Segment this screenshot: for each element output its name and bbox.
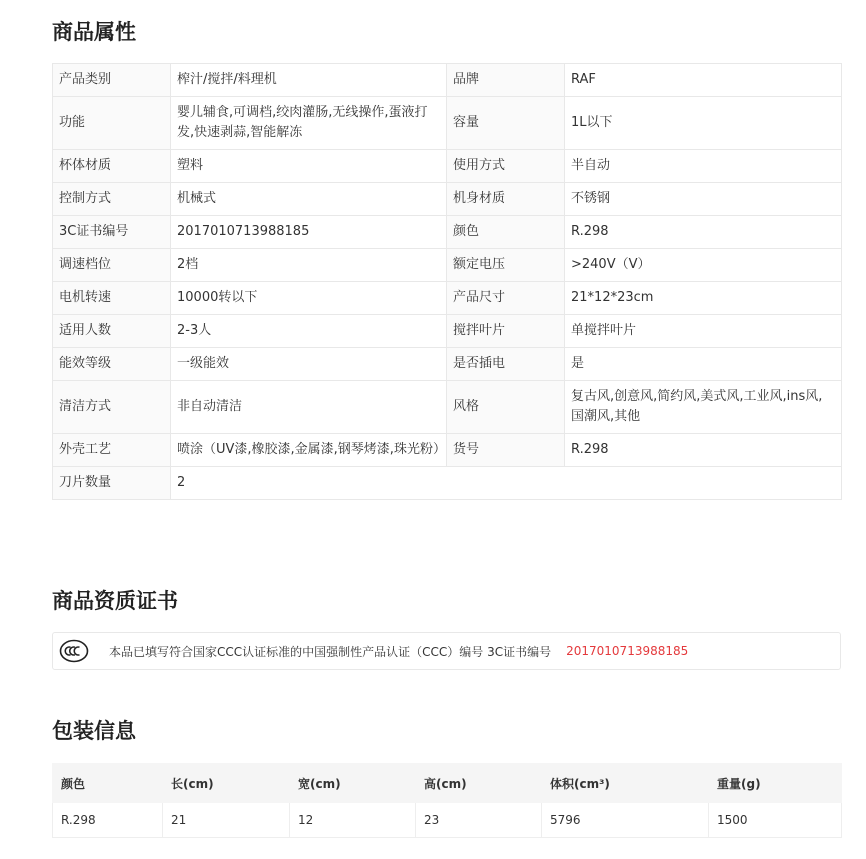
attribute-value: 21*12*23cm [565, 282, 842, 315]
attribute-key: 搅拌叶片 [447, 315, 565, 348]
attribute-key: 颜色 [447, 216, 565, 249]
attribute-value: 一级能效 [171, 348, 447, 381]
attribute-key: 额定电压 [447, 249, 565, 282]
certificate-number: 2017010713988185 [566, 644, 689, 658]
attribute-key: 货号 [447, 434, 565, 467]
attribute-value: 塑料 [171, 150, 447, 183]
packaging-title: 包装信息 [52, 719, 136, 743]
packaging-header: 体积(cm³) [542, 764, 709, 803]
certificate-box [52, 632, 841, 670]
attribute-value: 2-3人 [171, 315, 447, 348]
packaging-cell: R.298 [53, 803, 163, 838]
attribute-row [53, 97, 842, 150]
attribute-row [53, 183, 842, 216]
attribute-key: 机身材质 [447, 183, 565, 216]
attribute-value: 2017010713988185 [171, 216, 447, 249]
attribute-row [53, 434, 842, 467]
packaging-header: 宽(cm) [290, 764, 416, 803]
attribute-key: 3C证书编号 [53, 216, 171, 249]
attribute-value: 2 [171, 467, 842, 500]
packaging-cell: 21 [163, 803, 290, 838]
attribute-value: 非自动清洁 [171, 381, 447, 434]
attribute-key: 适用人数 [53, 315, 171, 348]
attribute-key: 风格 [447, 381, 565, 434]
packaging-cell: 23 [416, 803, 542, 838]
attribute-value: RAF [565, 64, 842, 97]
attribute-row [53, 282, 842, 315]
attribute-value: 复古风,创意风,简约风,美式风,工业风,ins风,国潮风,其他 [565, 381, 842, 434]
attribute-row [53, 467, 842, 500]
attribute-row [53, 216, 842, 249]
attribute-key: 控制方式 [53, 183, 171, 216]
attributes-title: 商品属性 [52, 20, 136, 44]
attribute-value: 2档 [171, 249, 447, 282]
attribute-key: 能效等级 [53, 348, 171, 381]
attribute-value: >240V（V） [565, 249, 842, 282]
attribute-value: 半自动 [565, 150, 842, 183]
attribute-key: 调速档位 [53, 249, 171, 282]
certificate-title: 商品资质证书 [52, 589, 178, 613]
attribute-value: 喷涂（UV漆,橡胶漆,金属漆,钢琴烤漆,珠光粉） [171, 434, 447, 467]
attribute-value: R.298 [565, 434, 842, 467]
attribute-key: 是否插电 [447, 348, 565, 381]
packaging-table [52, 763, 842, 838]
ccc-icon [59, 639, 89, 663]
packaging-header: 长(cm) [163, 764, 290, 803]
attribute-key: 电机转速 [53, 282, 171, 315]
attribute-key: 使用方式 [447, 150, 565, 183]
packaging-cell: 1500 [709, 803, 842, 838]
attribute-row [53, 381, 842, 434]
attribute-value: 榨汁/搅拌/料理机 [171, 64, 447, 97]
attribute-value: R.298 [565, 216, 842, 249]
attribute-row [53, 64, 842, 97]
packaging-header: 重量(g) [709, 764, 842, 803]
attribute-key: 杯体材质 [53, 150, 171, 183]
attribute-key: 清洁方式 [53, 381, 171, 434]
attribute-row [53, 249, 842, 282]
packaging-row [53, 803, 842, 838]
attribute-value: 1L以下 [565, 97, 842, 150]
attribute-row [53, 348, 842, 381]
packaging-cell: 12 [290, 803, 416, 838]
attribute-row [53, 315, 842, 348]
packaging-header: 颜色 [53, 764, 163, 803]
attribute-key: 产品类别 [53, 64, 171, 97]
packaging-header: 高(cm) [416, 764, 542, 803]
attribute-value: 不锈钢 [565, 183, 842, 216]
attribute-key: 品牌 [447, 64, 565, 97]
attribute-value: 10000转以下 [171, 282, 447, 315]
attribute-key: 刀片数量 [53, 467, 171, 500]
attributes-table [52, 63, 842, 500]
attribute-key: 功能 [53, 97, 171, 150]
attribute-value: 单搅拌叶片 [565, 315, 842, 348]
attribute-key: 外壳工艺 [53, 434, 171, 467]
packaging-header-row [53, 764, 842, 803]
certificate-text: 本品已填写符合国家CCC认证标准的中国强制性产品认证（CCC）编号 3C证书编号 [109, 644, 552, 659]
attribute-value: 机械式 [171, 183, 447, 216]
attribute-row [53, 150, 842, 183]
attribute-value: 是 [565, 348, 842, 381]
attribute-key: 产品尺寸 [447, 282, 565, 315]
packaging-cell: 5796 [542, 803, 709, 838]
attribute-key: 容量 [447, 97, 565, 150]
attribute-value: 婴儿辅食,可调档,绞肉灌肠,无线操作,蛋液打发,快速剥蒜,智能解冻 [171, 97, 447, 150]
